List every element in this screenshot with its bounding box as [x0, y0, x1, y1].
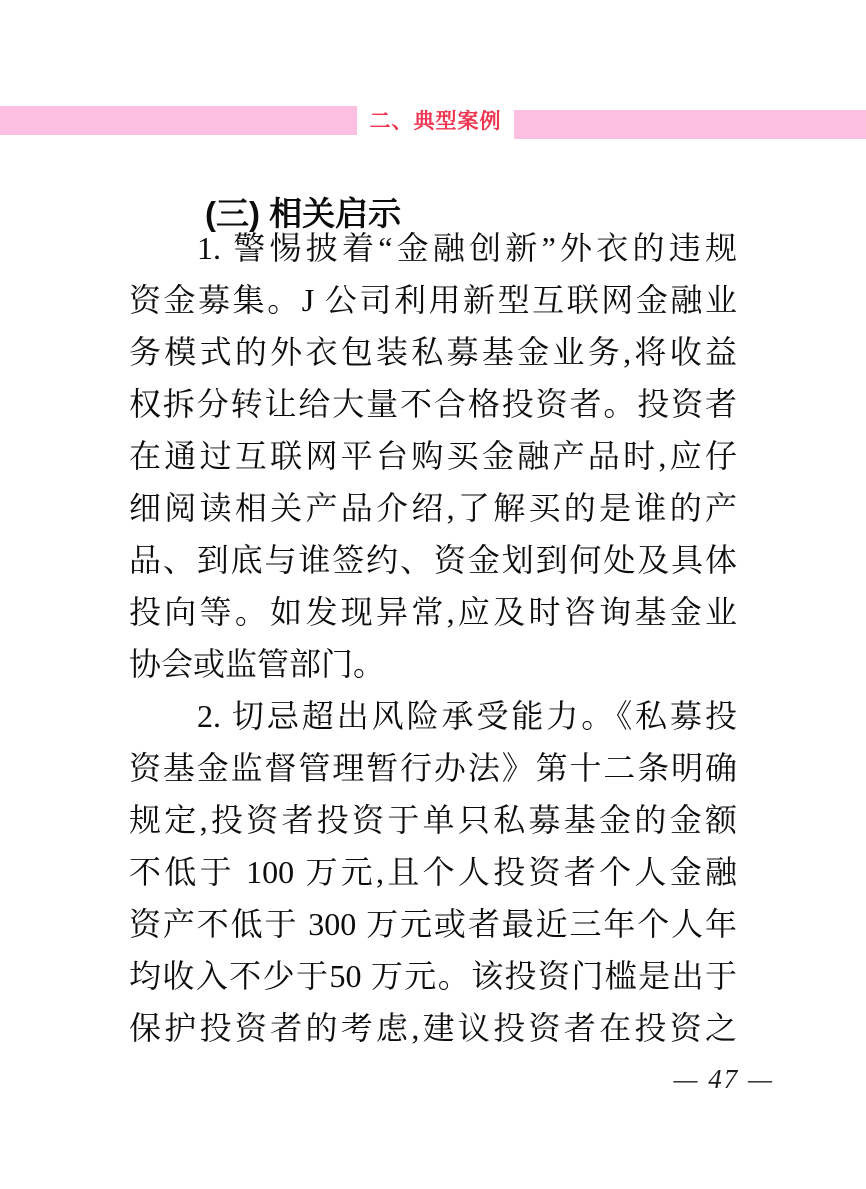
section-header-label: 二、典型案例	[369, 110, 502, 133]
header-band-right	[514, 110, 866, 139]
page-title: (三) 相关启示	[205, 195, 402, 233]
text-line: 在通过互联网平台购买金融产品时,应仔	[129, 438, 737, 474]
text-line: 资金募集。J 公司利用新型互联网金融业	[129, 282, 737, 318]
header-band-left	[0, 106, 357, 135]
text-line: 协会或监管部门。	[129, 646, 386, 682]
text-line: 1. 警惕披着“金融创新”外衣的违规	[197, 230, 737, 266]
body-text	[129, 222, 737, 1054]
text-line: 规定,投资者投资于单只私募基金的金额	[129, 802, 737, 838]
text-line: 细阅读相关产品介绍,了解买的是谁的产	[129, 490, 737, 526]
text-line: 不低于 100 万元,且个人投资者个人金融	[129, 854, 737, 890]
text-line: 务模式的外衣包装私募基金业务,将收益	[129, 334, 737, 370]
text-line: 2. 切忌超出风险承受能力。《私募投	[197, 698, 737, 734]
text-line: 品、到底与谁签约、资金划到何处及具体	[129, 542, 737, 578]
text-line: 资基金监督管理暂行办法》第十二条明确	[129, 750, 737, 786]
page-number: — 47 —	[673, 1064, 774, 1094]
text-line: 保护投资者的考虑,建议投资者在投资之	[129, 1010, 737, 1046]
text-line: 资产不低于 300 万元或者最近三年个人年	[129, 906, 737, 942]
text-line: 均收入不少于50 万元。该投资门槛是出于	[129, 958, 737, 994]
text-line: 权拆分转让给大量不合格投资者。投资者	[129, 386, 737, 422]
text-line: 投向等。如发现异常,应及时咨询基金业	[129, 594, 737, 630]
